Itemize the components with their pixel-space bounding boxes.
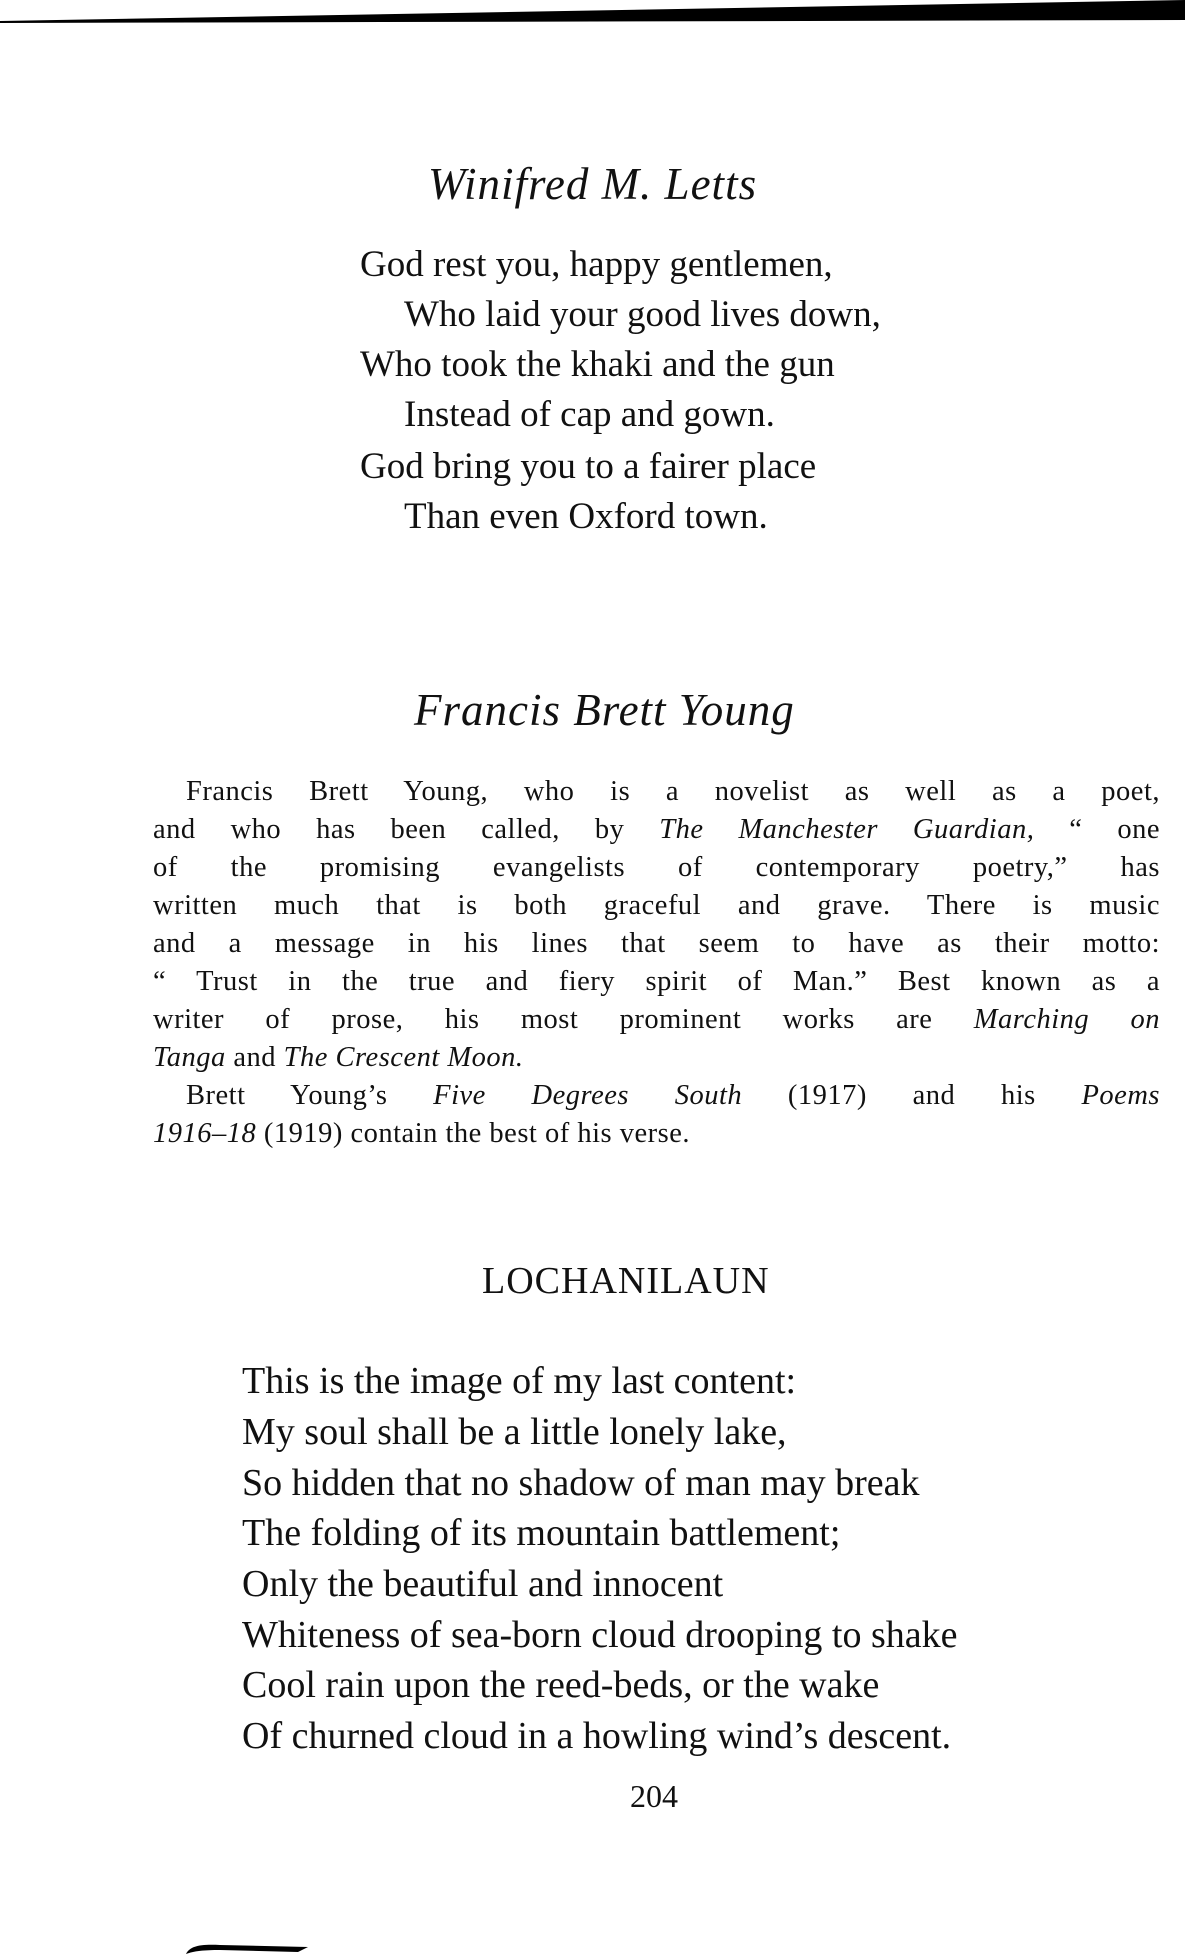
bio-italic-title: Poems bbox=[1081, 1080, 1160, 1111]
poem-line: Of churned cloud in a howling wind’s descent. bbox=[242, 1715, 952, 1757]
bio-text: writer of prose, his most prominent works are bbox=[153, 1004, 974, 1035]
bio-line bbox=[186, 1082, 1160, 1111]
bio-line bbox=[153, 1006, 1160, 1035]
poem-line: Who laid your good lives down, bbox=[404, 294, 881, 335]
bio-line: written much that is both graceful and grave. There is music bbox=[153, 890, 1160, 921]
poem-line: This is the image of my last content: bbox=[242, 1360, 797, 1402]
bio-line bbox=[153, 816, 1160, 845]
bio-italic-title: 1916–18 bbox=[153, 1118, 257, 1149]
poem-line: Whiteness of sea-born cloud drooping to shake bbox=[242, 1614, 958, 1656]
bio-italic-title: Tanga bbox=[153, 1042, 226, 1073]
poem-line: Who took the khaki and the gun bbox=[360, 344, 835, 385]
poem-line: The folding of its mountain battlement; bbox=[242, 1512, 841, 1554]
page-number: 204 bbox=[630, 1778, 678, 1814]
bio-italic-title: Marching on bbox=[973, 1004, 1160, 1035]
poem-line: God bring you to a fairer place bbox=[360, 446, 817, 487]
poem-line: Only the beautiful and innocent bbox=[242, 1563, 724, 1605]
author-heading-young: Francis Brett Young bbox=[414, 685, 795, 735]
bio-italic-title: The Manchester Guardian, bbox=[659, 814, 1035, 845]
author-heading-letts: Winifred M. Letts bbox=[428, 159, 758, 209]
poem-line: So hidden that no shadow of man may break bbox=[242, 1462, 920, 1504]
bio-line: of the promising evangelists of contemporary poetry,” has bbox=[153, 852, 1160, 883]
poem-line: God rest you, happy gentlemen, bbox=[360, 244, 833, 285]
poem-line: Than even Oxford town. bbox=[404, 496, 768, 537]
bottom-mark bbox=[180, 1938, 320, 1957]
poem-line: My soul shall be a little lonely lake, bbox=[242, 1411, 787, 1453]
bio-italic-title: Five Degrees South bbox=[433, 1080, 743, 1111]
poem-title: LOCHANILAUN bbox=[482, 1260, 770, 1302]
bio-text: “ one bbox=[1034, 814, 1160, 845]
bio-text: Brett Young’s bbox=[186, 1080, 434, 1111]
bio-text: and who has been called, by bbox=[153, 814, 660, 845]
bio-line: “ Trust in the true and fiery spirit of Man.” Best known as a bbox=[153, 966, 1160, 997]
poem-line: Cool rain upon the reed-beds, or the wake bbox=[242, 1664, 880, 1706]
top-rule bbox=[0, 0, 1204, 24]
bio-line: Francis Brett Young, who is a novelist as well as a poet, bbox=[186, 776, 1160, 807]
bio-line: and a message in his lines that seem to have as their motto: bbox=[153, 928, 1160, 959]
poem-line: Instead of cap and gown. bbox=[404, 394, 775, 435]
bio-line bbox=[153, 1044, 1160, 1073]
bio-italic-title: The Crescent Moon. bbox=[283, 1042, 524, 1073]
bio-line bbox=[153, 1120, 1160, 1149]
bio-text: and bbox=[225, 1042, 284, 1073]
bio-text: (1919) contain the best of his verse. bbox=[256, 1118, 690, 1149]
bio-text: (1917) and his bbox=[742, 1080, 1082, 1111]
